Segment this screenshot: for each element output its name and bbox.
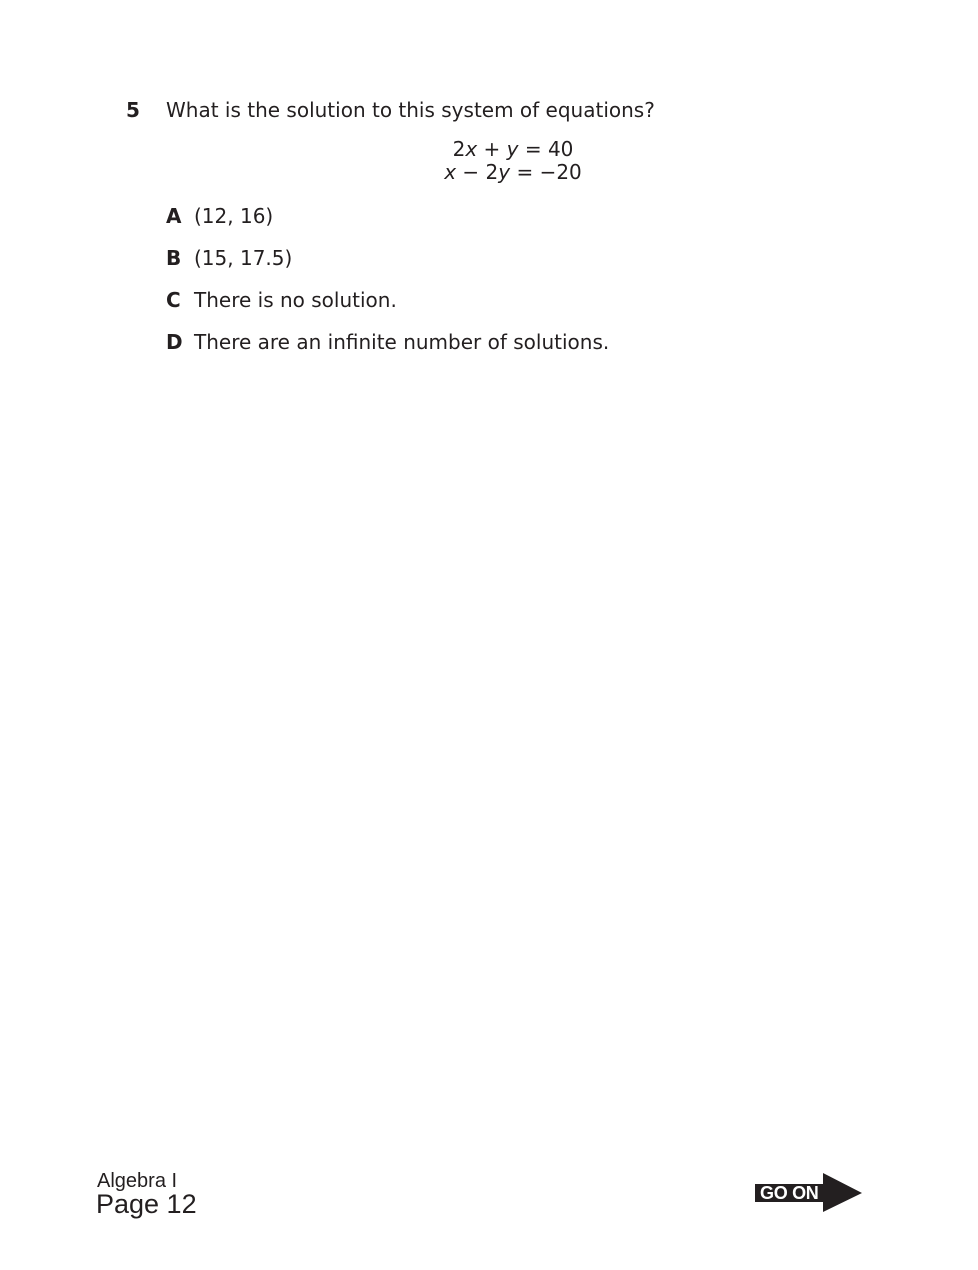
choice-letter: B (166, 246, 182, 270)
choice-letter: D (166, 330, 183, 354)
answer-choices (166, 204, 609, 372)
equation-1: 2x + y = 40 (452, 137, 574, 161)
choice-text: There are an infinite number of solutions. (194, 330, 610, 354)
answer-choice-a[interactable] (166, 204, 609, 246)
choice-text: There is no solution. (194, 288, 397, 312)
answer-choice-d[interactable] (166, 330, 609, 372)
answer-choice-c[interactable] (166, 288, 609, 330)
choice-text: (15, 17.5) (194, 246, 293, 270)
question-number: 5 (126, 98, 140, 122)
equation-system (330, 138, 696, 184)
answer-choice-b[interactable] (166, 246, 609, 288)
choice-letter: A (166, 204, 182, 228)
footer-subject: Algebra I (97, 1170, 178, 1192)
go-on-button[interactable] (755, 1173, 863, 1213)
question-stem: What is the solution to this system of equations? (166, 98, 655, 122)
choice-text: (12, 16) (194, 204, 274, 228)
go-on-label: GO ON (760, 1183, 819, 1203)
page-number: Page 12 (96, 1189, 197, 1219)
equation-2: x − 2y = −20 (444, 160, 582, 184)
choice-letter: C (166, 288, 181, 312)
